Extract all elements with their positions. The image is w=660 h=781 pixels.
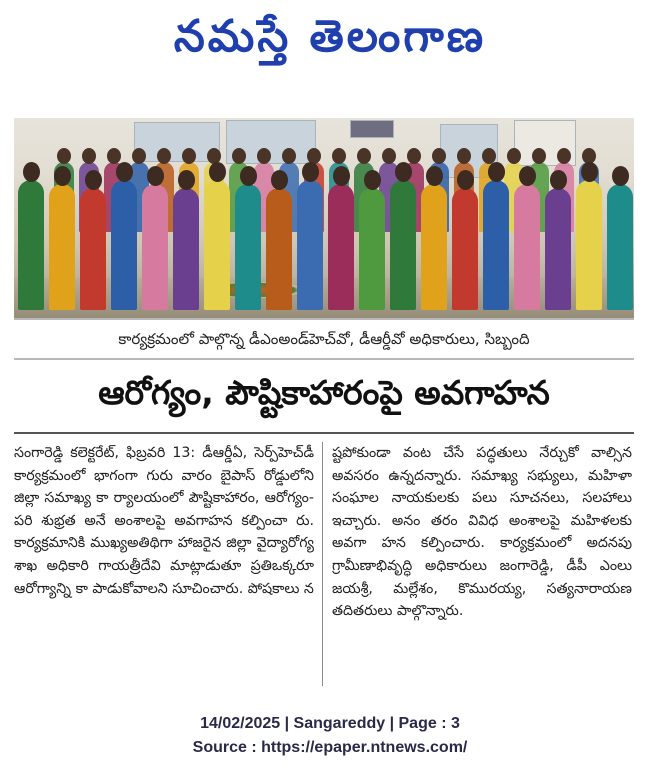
article-headline: ఆరోగ్యం, పౌష్టికాహారంపై అవగాహన (98, 373, 550, 412)
column-divider (322, 442, 323, 686)
group-photo (14, 118, 634, 318)
person-figure (328, 184, 354, 310)
person-head (395, 162, 412, 182)
person-head (147, 166, 164, 186)
person-figure (111, 180, 137, 310)
person-figure (235, 184, 261, 310)
person-head (82, 148, 96, 164)
source-line: Source : https://epaper.ntnews.com/ (192, 739, 468, 756)
person-head (519, 166, 536, 186)
person-head (333, 166, 350, 186)
person-head (209, 162, 226, 182)
body-column-left: సంగారెడ్డి కలెక్టరేట్, ఫిబ్రవరి 13: డీఆర్డీఏ, సెర్ప్‌హెచ్‌డీ కార్యక్రమంలో భాగంగా గురు వారం బైపాస్ రోడ్డులోని జిల్లా సమాఖ్య కా ర్యాలయంలో పౌష్టికాహారం, ఆరోగ్యం-పరి శుభ్రత అనే అంశాలపై అవగాహన కల్పించా రు. కార్యక్రమానికి ముఖ్యఅతిథిగా హాజరైన జిల్లా వైద్యారోగ్య శాఖ అధికారి గాయత్రీదేవి మాట్లాడుతూ ప్రతిఒక్కరూ ఆరోగ్యాన్ని కా పాడుకోవాలని సూచించారు. పోషకాలు న (14, 445, 314, 597)
person-head (432, 148, 446, 164)
person-head (426, 166, 443, 186)
person-figure (452, 188, 478, 310)
person-head (85, 170, 102, 190)
person-figure (18, 180, 44, 310)
person-head (240, 166, 257, 186)
person-figure (359, 188, 385, 310)
person-figure (266, 188, 292, 310)
person-figure (173, 188, 199, 310)
person-figure (80, 188, 106, 310)
person-head (182, 148, 196, 164)
person-figure (545, 188, 571, 310)
person-figure (297, 180, 323, 310)
person-head (302, 162, 319, 182)
person-head (178, 170, 195, 190)
person-figure (607, 184, 633, 310)
person-head (157, 148, 171, 164)
person-head (457, 148, 471, 164)
person-head (612, 166, 629, 186)
person-head (232, 148, 246, 164)
person-figure (514, 184, 540, 310)
person-figure (142, 184, 168, 310)
person-head (357, 148, 371, 164)
person-head (507, 148, 521, 164)
newspaper-masthead: నమస్తే తెలంగాణ (173, 11, 487, 62)
person-head (364, 170, 381, 190)
wall-banner (350, 120, 394, 138)
person-head (116, 162, 133, 182)
person-head (581, 162, 598, 182)
person-figure (204, 180, 230, 310)
person-figure (483, 180, 509, 310)
person-head (107, 148, 121, 164)
person-figure (576, 180, 602, 310)
person-head (557, 148, 571, 164)
person-head (550, 170, 567, 190)
person-head (271, 170, 288, 190)
person-head (488, 162, 505, 182)
dateline: 14/02/2025 | Sangareddy | Page : 3 (200, 715, 460, 732)
person-figure (421, 184, 447, 310)
person-head (457, 170, 474, 190)
person-head (257, 148, 271, 164)
news-article (14, 118, 634, 690)
page-footer (0, 712, 660, 760)
headline-rule (14, 432, 634, 434)
floor (14, 278, 634, 318)
person-head (54, 166, 71, 186)
person-head (57, 148, 71, 164)
body-column-right: ష్టపోకుండా వంట చేసే పద్ధతులు నేర్చుకో వాల్సిన అవసరం ఉన్నదన్నారు. సమాఖ్య సభ్యులు, మహిళా సంఘాల నాయకులకు పలు సూచనలు, సలహాలు ఇచ్చారు. అనం తరం వివిధ అంశాలపై మహిళలకు అవగా హన కల్పించారు. కార్యక్రమంలో అదనపు గ్రామీణాభివృద్ధి అధికారులు జంగారెడ్డి, డీపీ ఎంలు జయశ్రీ, మల్లేశం, కొమురయ్య, సత్యనారాయణ తదితరులు పాల్గొన్నారు. (332, 445, 632, 620)
person-head (332, 148, 346, 164)
person-head (282, 148, 296, 164)
person-head (407, 148, 421, 164)
person-head (132, 148, 146, 164)
person-head (532, 148, 546, 164)
person-figure (49, 184, 75, 310)
person-figure (390, 180, 416, 310)
photo-caption: కార్యక్రమంలో పాల్గొన్న డీఎంఅండ్‌హెచ్‌వో, డీఆర్డీవో అధికారులు, సిబ్బంది (14, 318, 634, 360)
person-head (23, 162, 40, 182)
person-head (382, 148, 396, 164)
